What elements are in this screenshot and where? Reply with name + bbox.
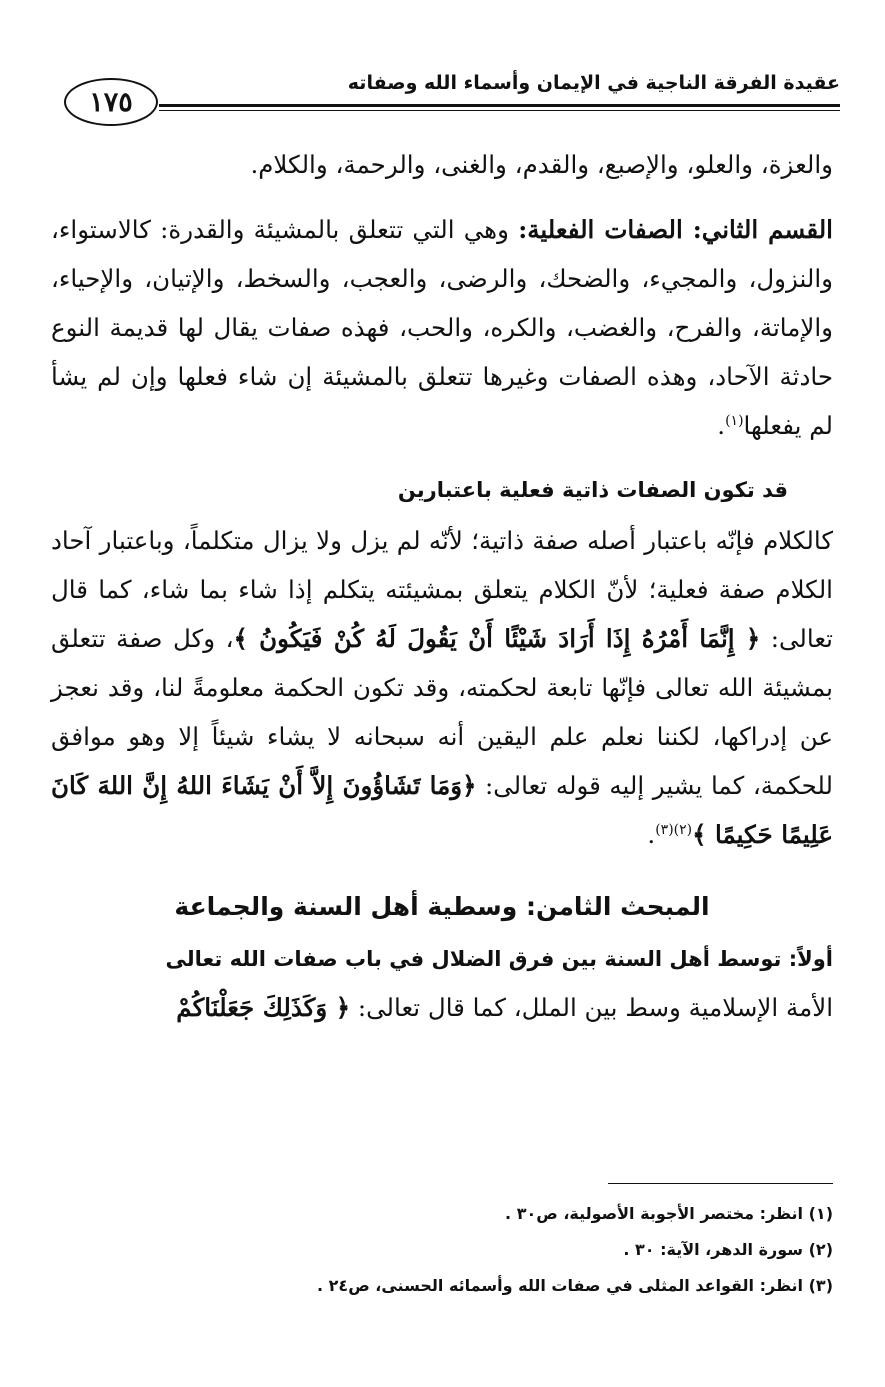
- quran-verse: ﴿ إِنَّمَا أَمْرُهُ إِذَا أَرَادَ شَيْئًا أَنْ يَقُولَ لَهُ كُنْ فَيَكُونُ ﴾: [233, 624, 761, 653]
- running-title: عقيدة الفرقة الناجية في الإيمان وأسماء الله وصفاته: [347, 72, 840, 94]
- paragraph-end: .: [647, 820, 656, 849]
- footnote-2: (٢) سورة الدهر، الآية: ٣٠ .: [623, 1240, 833, 1259]
- header-rule-thin: [159, 110, 840, 111]
- subheading: قد تكون الصفات ذاتية فعلية باعتبارين: [397, 478, 788, 502]
- footnote-3: (٣) انظر: القواعد المثلى في صفات الله وأسمائه الحسنى، ص٢٤ .: [317, 1276, 833, 1295]
- page-header: [64, 68, 840, 130]
- footnote-separator: [608, 1183, 833, 1184]
- paragraph-active-attributes: [51, 205, 833, 450]
- quran-verse: ﴿ وَكَذَلِكَ جَعَلْنَاكُمْ: [176, 993, 351, 1022]
- paragraph-attributes-end: والعزة، والعلو، والإصبع، والقدم، والغنى، والرحمة، والكلام.: [250, 150, 833, 179]
- footnote-1: (١) انظر: مختصر الأجوبة الأصولية، ص٣٠ .: [505, 1204, 833, 1223]
- footnote-ref: (٢)(٣): [655, 821, 693, 838]
- paragraph-speech: [51, 516, 833, 859]
- page-number: ١٧٥: [64, 78, 158, 126]
- paragraph-lead: القسم الثاني: الصفات الفعلية:: [518, 215, 833, 244]
- paragraph-body: ، وكل صفة تتعلق بمشيئة الله تعالى فإنّها تابعة لحكمته، وقد تكون الحكمة معلومةً لنا، وقد نعجز عن إدراكها، لكننا نعلم علم اليقين أنه سبحانه لا يشاء شيئاً إلا وهو موافق للحكمة، كما يشير إليه قوله تعالى:: [51, 624, 833, 800]
- main-text: [51, 140, 833, 1032]
- paragraph-body: كالكلام فإنّه باعتبار أصله صفة ذاتية؛ لأنّه لم يزل ولا يزال متكلماً، وباعتبار آحاد الكلام صفة فعلية؛ لأنّ الكلام يتعلق بمشيئته يتكلم إذا شاء بما شاء، كما قال تعالى:: [51, 526, 834, 653]
- footnotes: [51, 1196, 833, 1304]
- quran-verse: ﴿وَمَا تَشَاؤُونَ إِلاَّ أَنْ يَشَاءَ اللهُ إِنَّ اللهَ كَانَ عَلِيمًا حَكِيمًا ﴾: [51, 771, 833, 849]
- paragraph-end: .: [717, 411, 726, 440]
- paragraph-body: وهي التي تتعلق بالمشيئة والقدرة: كالاستواء، والنزول، والمجيء، والضحك، والرضى، والعجب، والسخط، والإتيان، والإحياء، والإماتة، والفرح، والغضب، والكره، والحب، فهذه صفات يقال لها قديمة النوع حادثة الآحاد، وهذه الصفات وغيرها تتعلق بالمشيئة إن شاء فعلها وإن لم يشأ لم يفعلها: [51, 215, 833, 440]
- paragraph-body: الأمة الإسلامية وسط بين الملل، كما قال تعالى:: [350, 993, 833, 1022]
- point-heading: أولاً: توسط أهل السنة بين فرق الضلال في باب صفات الله تعالى: [165, 947, 833, 971]
- header-rule: [159, 104, 840, 107]
- paragraph-moderate-nation: [51, 983, 833, 1032]
- footnote-ref: (١): [725, 412, 744, 429]
- section-heading: المبحث الثامن: وسطية أهل السنة والجماعة: [174, 892, 710, 921]
